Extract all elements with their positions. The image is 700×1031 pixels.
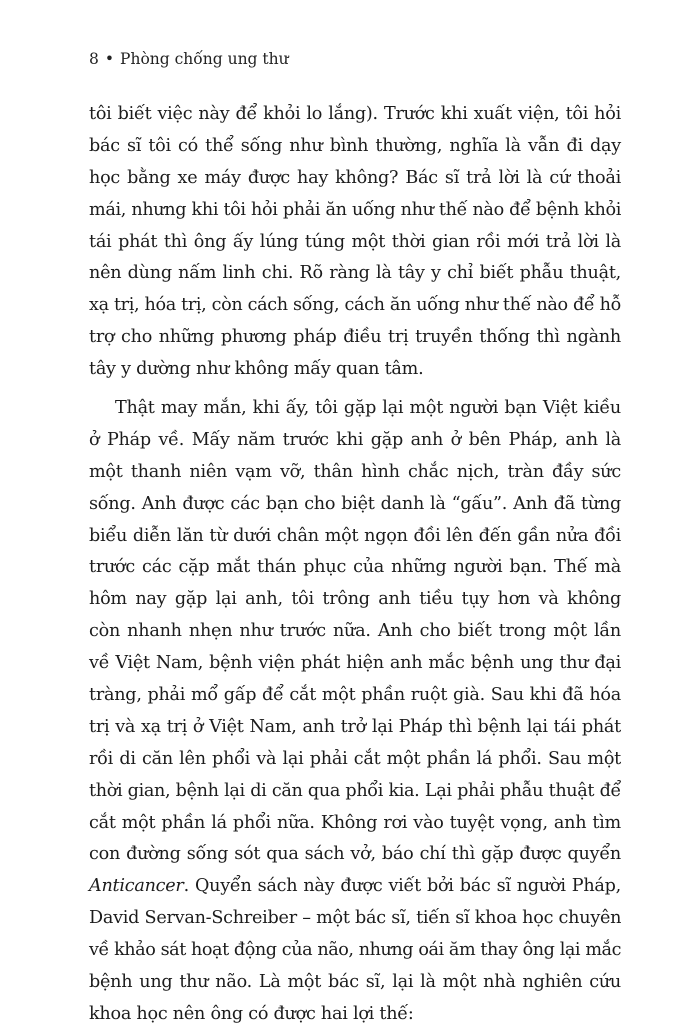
text-line: David Servan-Schreiber – một bác sĩ, tiến sĩ khoa học chuyên [89,908,622,929]
text-line: trợ cho những phương pháp điều trị truyền thống thì ngành [89,327,621,348]
text-line: tràng, phải mổ gấp để cắt một phần ruột già. Sau khi đã hóa [89,685,621,706]
text-line: rồi di căn lên phổi và lại phải cắt một phần lá phổi. Sau một [89,748,621,769]
running-head [89,49,289,69]
text-line: sống. Anh được các bạn cho biệt danh là “gấu”. Anh đã từng [89,493,621,514]
text-line-with-book-title [89,871,621,903]
header-separator: • [104,50,115,68]
text-line: nên dùng nấm linh chi. Rõ ràng là tây y chỉ biết phẫu thuật, [89,263,621,284]
text-line: xạ trị, hóa trị, còn cách sống, cách ăn uống như thế nào để hỗ [89,295,621,316]
text-line: tôi biết việc này để khỏi lo lắng). Trước khi xuất viện, tôi hỏi [89,104,621,124]
text-line: mái, nhưng khi tôi hỏi phải ăn uống như thế nào để bệnh khỏi [89,199,621,220]
paragraph-2 [89,393,621,1031]
chapter-title: Phòng chống ung thư [120,50,289,68]
text-line: tái phát thì ông ấy lúng túng một thời gian rồi mới trả lời là [89,231,621,252]
text-line: tây y dường như không mấy quan tâm. [89,359,424,380]
text-line: học bằng xe máy được hay không? Bác sĩ trả lời là cứ thoải [89,167,621,188]
text-line: về Việt Nam, bệnh viện phát hiện anh mắc bệnh ung thư đại [89,653,621,674]
text-line: về khảo sát hoạt động của não, nhưng oái ăm thay ông lại mắc [89,940,621,961]
text-fragment: . Quyển sách này được viết bởi bác sĩ người Pháp, [183,876,621,897]
text-line: con đường sống sót qua sách vở, báo chí thì gặp được quyển [89,844,621,865]
text-line: còn nhanh nhẹn như trước nữa. Anh cho biết trong một lần [89,621,621,642]
paragraph-1 [89,99,621,386]
text-line: một thanh niên vạm vỡ, thân hình chắc nịch, tràn đầy sức [89,461,621,482]
text-line: biểu diễn lăn từ dưới chân một ngọn đồi lên đến gần nửa đồi [89,525,621,546]
book-title: Anticancer [89,876,184,897]
text-line: bệnh ung thư não. Là một bác sĩ, lại là một nhà nghiên cứu [89,972,621,993]
text-line: khoa học nên ông có được hai lợi thế: [89,1003,414,1024]
text-line: trị và xạ trị ở Việt Nam, anh trở lại Pháp thì bệnh lại tái phát [89,716,621,737]
text-line: trước các cặp mắt thán phục của những người bạn. Thế mà [89,557,621,578]
text-line: bác sĩ tôi có thể sống như bình thường, nghĩa là vẫn đi dạy [89,135,621,156]
text-line: hôm nay gặp lại anh, tôi trông anh tiều tụy hơn và không [89,589,621,610]
text-line: ở Pháp về. Mấy năm trước khi gặp anh ở bên Pháp, anh là [89,429,621,450]
page-number: 8 [89,50,99,68]
text-line: Thật may mắn, khi ấy, tôi gặp lại một người bạn Việt kiều [115,398,621,419]
body-text [89,99,621,1031]
text-line: thời gian, bệnh lại di căn qua phổi kia. Lại phải phẫu thuật để [89,780,621,801]
text-line: cắt một phần lá phổi nữa. Không rơi vào tuyệt vọng, anh tìm [89,812,621,833]
